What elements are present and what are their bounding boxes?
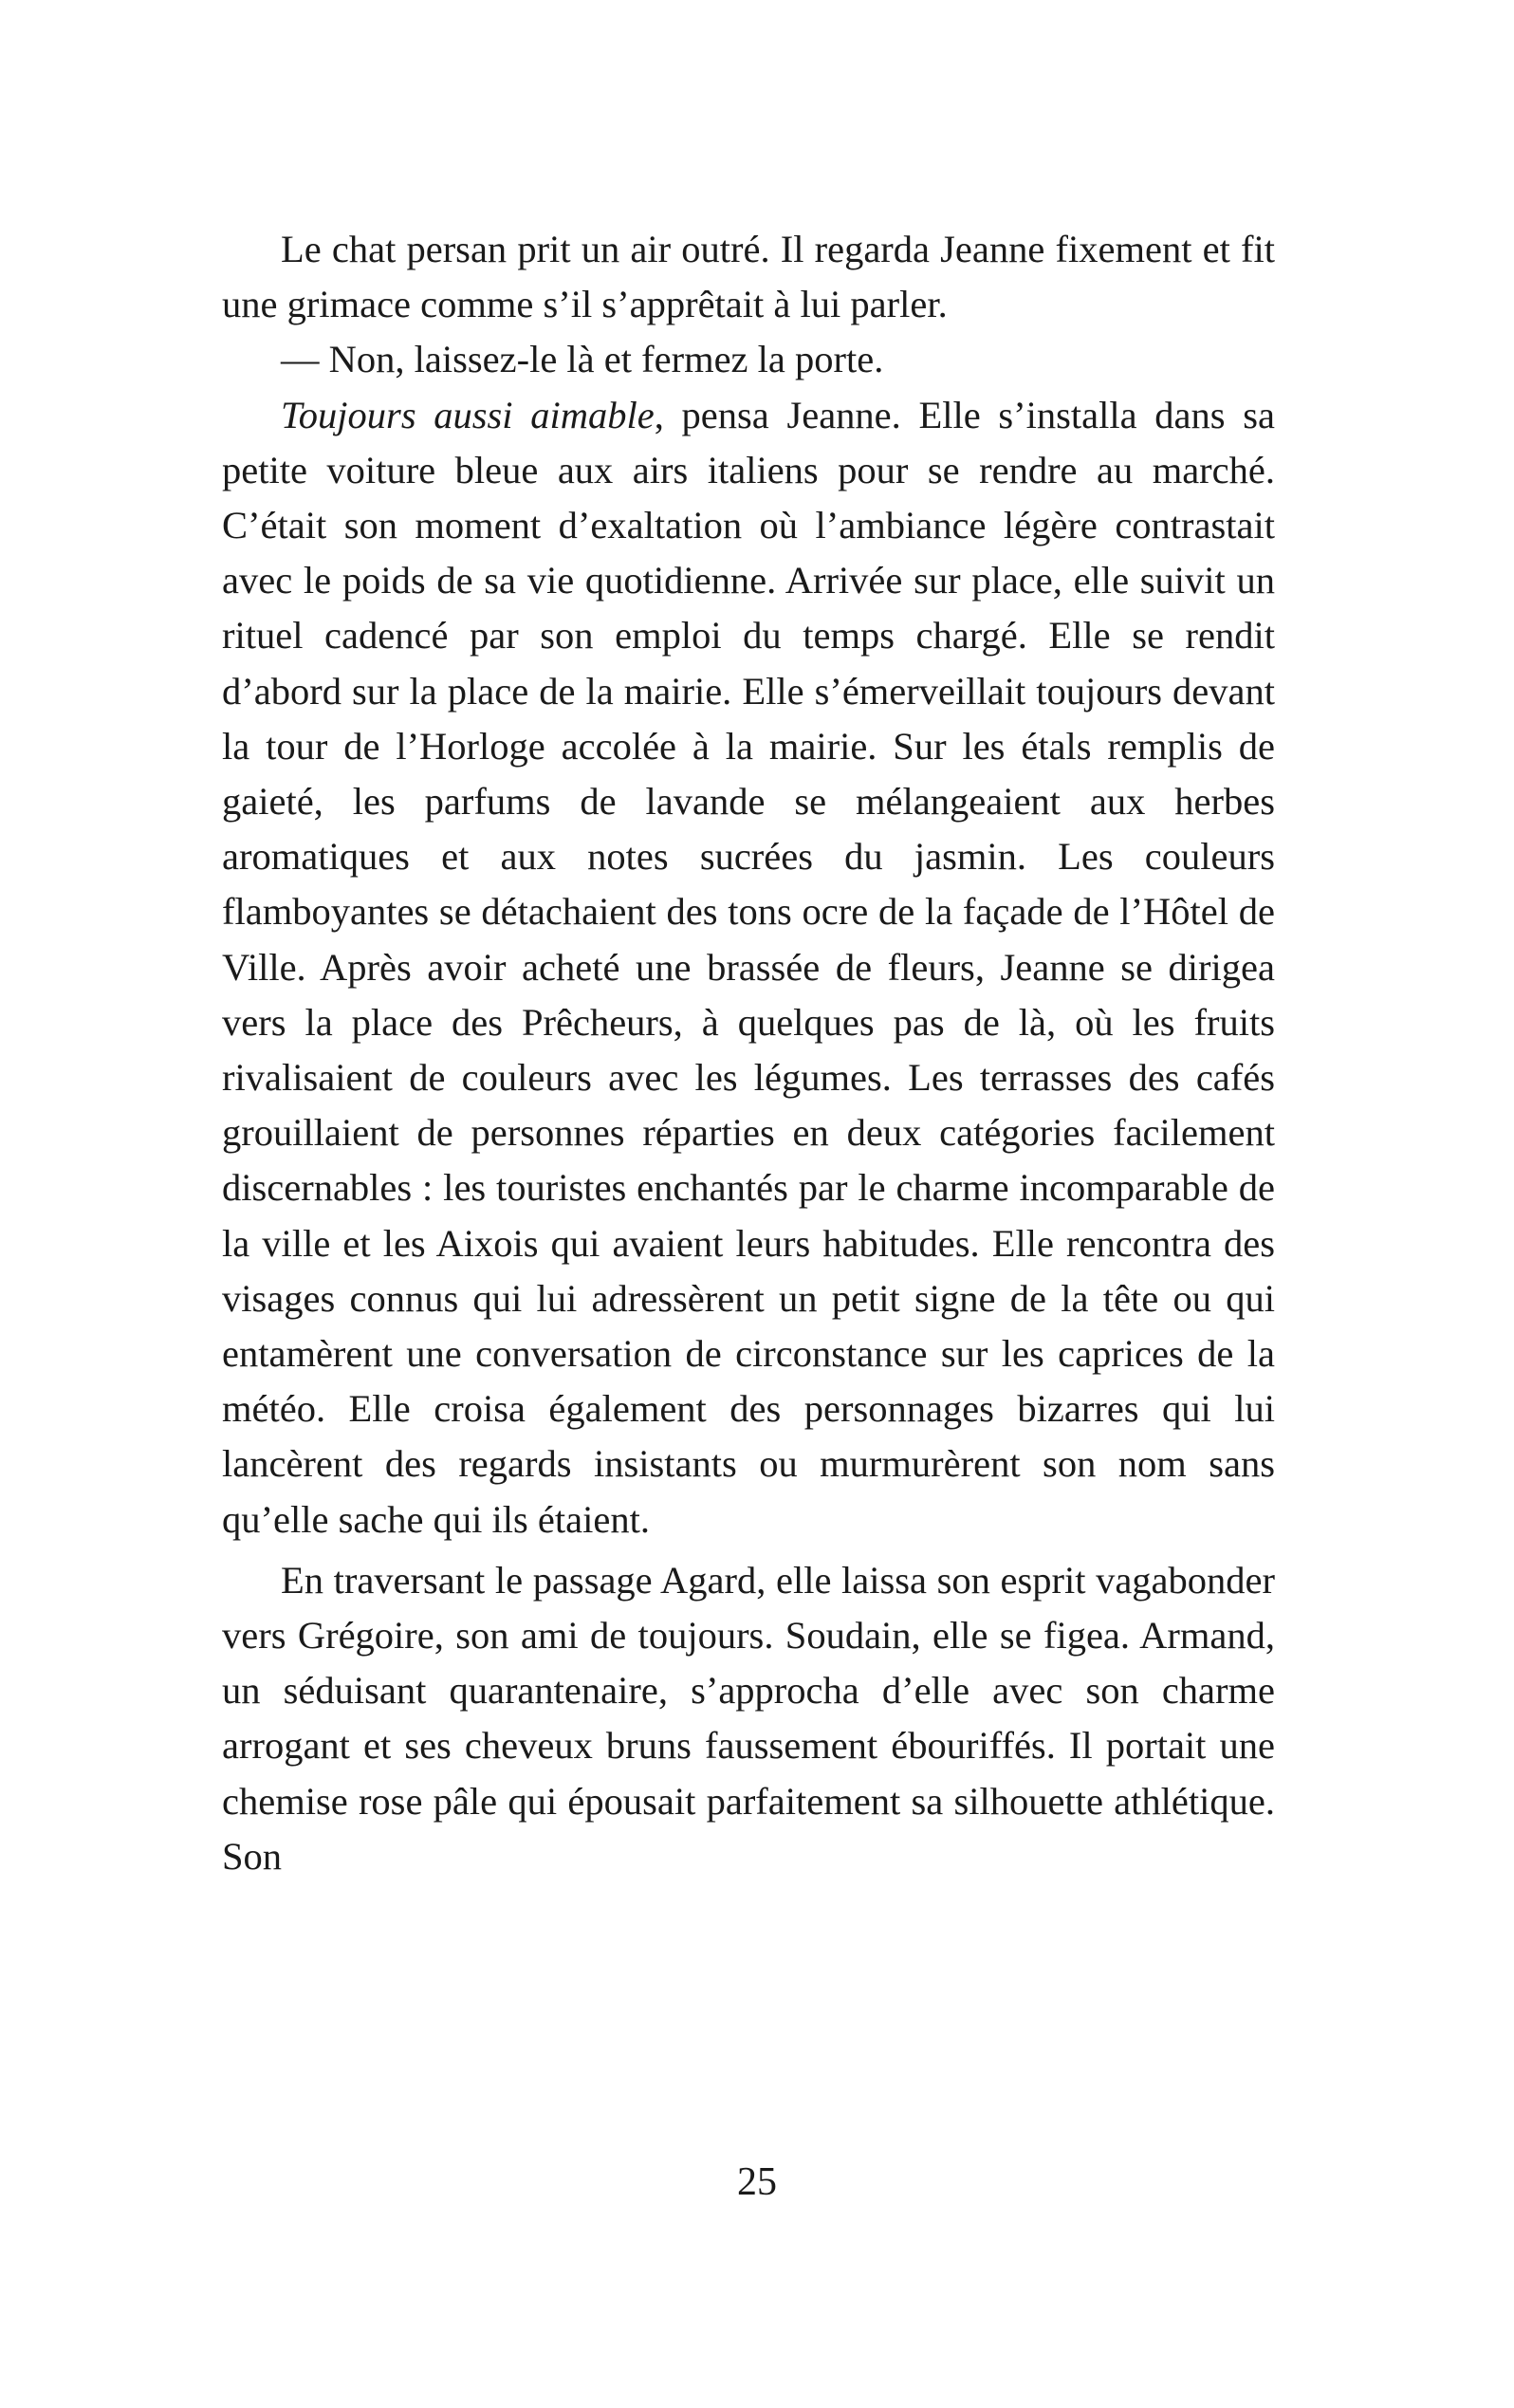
paragraph-market [222, 388, 1275, 1547]
page-number: 25 [737, 2160, 777, 2204]
paragraph-cat: Le chat persan prit un air outré. Il regarda Jeanne fixement et fit une grimace comme s’il s’apprêtait à lui parler. [222, 228, 1275, 326]
paragraph-market-text: , pensa Jeanne. Elle s’installa dans sa petite voiture bleue aux airs italiens pour se rendre au marché. C’était son moment d’exaltation où l’ambiance légère contrastait avec le poids de sa vie quotidienne. Arrivée sur place, elle suivit un rituel cadencé par son emploi du temps chargé. Elle se rendit d’abord sur la place de la mairie. Elle s’émerveillait toujours devant la tour de l’Horloge accolée à la mairie. Sur les étals remplis de gaieté, les parfums de lavande se mélangeaient aux herbes aromatiques et aux notes sucrées du jasmin. Les couleurs flamboyantes se détachaient des tons ocre de la façade de l’Hôtel de Ville. Après avoir acheté une brassée de fleurs, Jeanne se dirigea vers la place des Prêcheurs, à quelques pas de là, où les fruits rivalisaient de couleurs avec les légumes. Les terrasses des cafés grouillaient de personnes réparties en deux catégories facilement discernables : les touristes enchantés par le charme incomparable de la ville et les Aixois qui avaient leurs habitudes. Elle rencontra des visages connus qui lui adressèrent un petit signe de la tête ou qui entamèrent une conversation de circonstance sur les caprices de la météo. Elle croisa également des personnages bizarres qui lui lancèrent des regards insistants ou murmurèrent son nom sans qu’elle sache qui ils étaient. [222, 393, 1275, 1541]
paragraph-passage-agard: En traversant le passage Agard, elle laissa son esprit vagabonder vers Grégoire, son ami de toujours. Soudain, elle se figea. Armand, un séduisant quarantenaire, s’approcha d’elle avec son charme arrogant et ses cheveux bruns faussement ébouriffés. Il portait une chemise rose pâle qui épousait parfaitement sa silhouette athlétique. Son [222, 1558, 1275, 1878]
italic-thought: Toujours aussi aimable [281, 393, 655, 436]
paragraph-dialogue: — Non, laissez-le là et fermez la porte. [281, 338, 884, 381]
body-text [222, 222, 1275, 1884]
